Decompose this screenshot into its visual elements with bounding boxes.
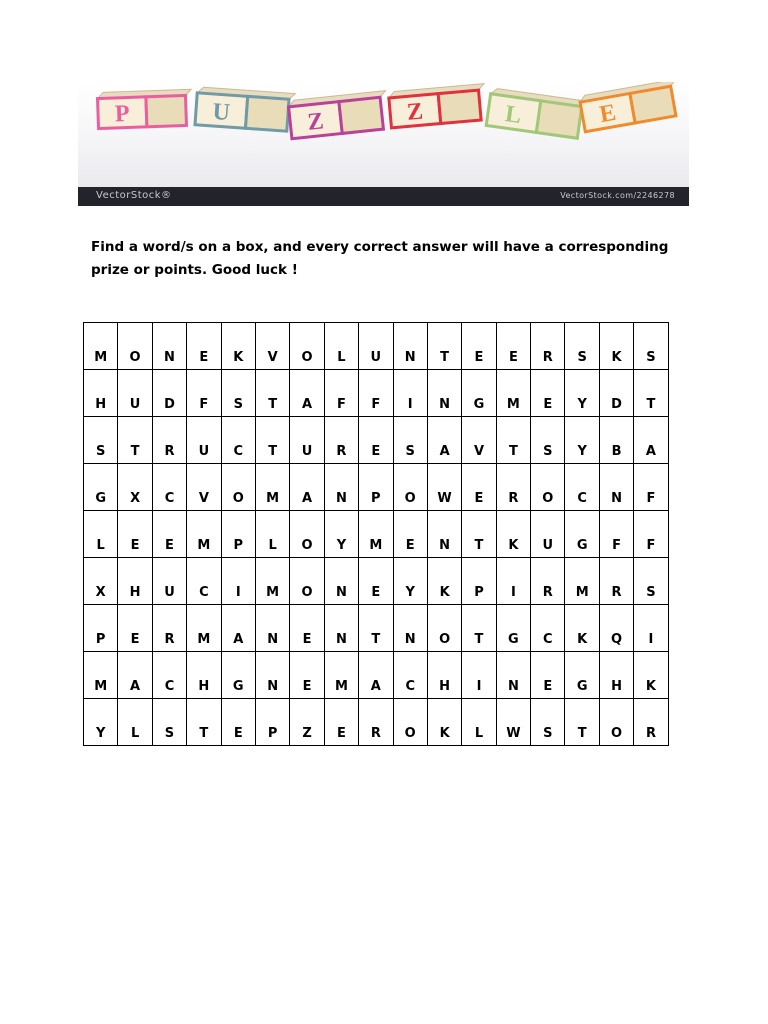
- letter-blocks: [78, 82, 689, 188]
- grid-cell[interactable]: K: [496, 511, 530, 558]
- letter-block: [388, 84, 487, 128]
- grid-cell[interactable]: M: [255, 464, 289, 511]
- grid-cell[interactable]: L: [324, 323, 358, 370]
- grid-cell[interactable]: A: [290, 464, 324, 511]
- grid-cell[interactable]: N: [324, 558, 358, 605]
- grid-row: [84, 323, 669, 370]
- grid-cell[interactable]: E: [118, 605, 152, 652]
- grid-cell[interactable]: M: [187, 605, 221, 652]
- grid-cell[interactable]: E: [496, 323, 530, 370]
- grid-cell[interactable]: O: [290, 511, 324, 558]
- grid-cell[interactable]: C: [187, 558, 221, 605]
- grid-cell[interactable]: M: [84, 323, 118, 370]
- grid-cell[interactable]: P: [255, 699, 289, 746]
- grid-cell[interactable]: E: [359, 417, 393, 464]
- grid-row: [84, 558, 669, 605]
- grid-cell[interactable]: L: [255, 511, 289, 558]
- grid-cell[interactable]: S: [634, 323, 668, 370]
- grid-cell[interactable]: T: [118, 417, 152, 464]
- grid-cell[interactable]: Y: [324, 511, 358, 558]
- grid-cell[interactable]: A: [118, 652, 152, 699]
- block-letter: Z: [306, 108, 325, 136]
- grid-row: [84, 605, 669, 652]
- grid-cell[interactable]: T: [565, 699, 599, 746]
- grid-cell[interactable]: S: [221, 370, 255, 417]
- letter-block: [97, 89, 192, 128]
- grid-cell[interactable]: X: [84, 558, 118, 605]
- grid-cell[interactable]: O: [290, 323, 324, 370]
- grid-cell[interactable]: A: [221, 605, 255, 652]
- grid-cell[interactable]: S: [634, 558, 668, 605]
- grid-cell[interactable]: E: [531, 652, 565, 699]
- grid-cell[interactable]: A: [427, 417, 461, 464]
- grid-cell[interactable]: I: [634, 605, 668, 652]
- grid-cell[interactable]: T: [187, 699, 221, 746]
- grid-row: [84, 511, 669, 558]
- letter-block: [486, 88, 588, 139]
- grid-cell[interactable]: T: [496, 417, 530, 464]
- grid-cell[interactable]: Y: [565, 370, 599, 417]
- grid-cell[interactable]: Y: [565, 417, 599, 464]
- grid-cell[interactable]: T: [359, 605, 393, 652]
- grid-cell[interactable]: G: [496, 605, 530, 652]
- grid-cell[interactable]: I: [221, 558, 255, 605]
- grid-cell[interactable]: P: [221, 511, 255, 558]
- grid-cell[interactable]: E: [462, 464, 496, 511]
- puzzle-banner: [78, 82, 689, 206]
- grid-cell[interactable]: F: [359, 370, 393, 417]
- word-search-grid: [83, 322, 669, 746]
- grid-cell[interactable]: S: [84, 417, 118, 464]
- grid-cell[interactable]: B: [599, 417, 633, 464]
- grid-cell[interactable]: P: [359, 464, 393, 511]
- grid-cell[interactable]: H: [599, 652, 633, 699]
- grid-cell[interactable]: M: [324, 652, 358, 699]
- grid-row: [84, 417, 669, 464]
- grid-cell[interactable]: R: [531, 323, 565, 370]
- grid-cell[interactable]: E: [187, 323, 221, 370]
- grid-cell[interactable]: T: [634, 370, 668, 417]
- grid-cell[interactable]: R: [599, 558, 633, 605]
- watermark-brand: VectorStock®: [96, 190, 172, 201]
- grid-cell[interactable]: M: [255, 558, 289, 605]
- grid-cell[interactable]: R: [152, 417, 186, 464]
- letter-block: [195, 87, 295, 132]
- grid-cell[interactable]: R: [152, 605, 186, 652]
- grid-cell[interactable]: Y: [393, 558, 427, 605]
- grid-cell[interactable]: E: [393, 511, 427, 558]
- grid-cell[interactable]: C: [531, 605, 565, 652]
- grid-cell[interactable]: R: [324, 417, 358, 464]
- block-letter: P: [114, 100, 131, 128]
- grid-cell[interactable]: S: [531, 417, 565, 464]
- grid-cell[interactable]: N: [324, 605, 358, 652]
- grid-cell[interactable]: N: [393, 323, 427, 370]
- grid-cell[interactable]: F: [599, 511, 633, 558]
- grid-cell[interactable]: T: [462, 511, 496, 558]
- grid-cell[interactable]: H: [84, 370, 118, 417]
- grid-cell[interactable]: K: [565, 605, 599, 652]
- grid-cell[interactable]: O: [531, 464, 565, 511]
- grid-cell[interactable]: D: [599, 370, 633, 417]
- block-letter: E: [597, 99, 619, 129]
- block-letter: L: [503, 101, 523, 130]
- grid-cell[interactable]: R: [359, 699, 393, 746]
- grid-cell[interactable]: C: [221, 417, 255, 464]
- grid-cell[interactable]: N: [255, 605, 289, 652]
- letter-block: [579, 82, 682, 132]
- grid-cell[interactable]: N: [496, 652, 530, 699]
- grid-cell[interactable]: S: [565, 323, 599, 370]
- grid-cell[interactable]: T: [255, 417, 289, 464]
- grid-cell[interactable]: G: [565, 511, 599, 558]
- grid-cell[interactable]: N: [427, 370, 461, 417]
- grid-cell[interactable]: L: [118, 699, 152, 746]
- grid-cell[interactable]: N: [393, 605, 427, 652]
- grid-cell[interactable]: A: [290, 370, 324, 417]
- grid-cell[interactable]: L: [84, 511, 118, 558]
- letter-block: [288, 91, 389, 139]
- grid-cell[interactable]: C: [152, 464, 186, 511]
- grid-cell[interactable]: E: [290, 652, 324, 699]
- grid-cell[interactable]: M: [84, 652, 118, 699]
- grid-cell[interactable]: N: [599, 464, 633, 511]
- grid-cell[interactable]: K: [634, 652, 668, 699]
- grid-cell[interactable]: F: [324, 370, 358, 417]
- grid-cell[interactable]: L: [462, 699, 496, 746]
- grid-cell[interactable]: O: [221, 464, 255, 511]
- watermark-bar: [78, 187, 689, 206]
- grid-cell[interactable]: Z: [290, 699, 324, 746]
- puzzle-blocks-image: [78, 82, 689, 188]
- grid-cell[interactable]: F: [187, 370, 221, 417]
- grid-cell[interactable]: M: [565, 558, 599, 605]
- grid-cell[interactable]: S: [152, 699, 186, 746]
- grid-cell[interactable]: U: [118, 370, 152, 417]
- grid-cell[interactable]: I: [462, 652, 496, 699]
- grid-cell[interactable]: U: [152, 558, 186, 605]
- grid-cell[interactable]: E: [221, 699, 255, 746]
- grid-cell[interactable]: I: [496, 558, 530, 605]
- grid-cell[interactable]: E: [531, 370, 565, 417]
- instructions-text: Find a word/s on a box, and every correct answer will have a corresponding prize or points. Good luck !: [91, 239, 669, 278]
- grid-cell[interactable]: P: [462, 558, 496, 605]
- watermark-url: VectorStock.com/2246278: [560, 191, 675, 200]
- grid-cell[interactable]: O: [427, 605, 461, 652]
- grid-cell[interactable]: T: [255, 370, 289, 417]
- grid-cell[interactable]: U: [531, 511, 565, 558]
- grid-cell[interactable]: E: [462, 323, 496, 370]
- grid-cell[interactable]: E: [359, 558, 393, 605]
- grid-cell[interactable]: W: [427, 464, 461, 511]
- grid-cell[interactable]: C: [393, 652, 427, 699]
- grid-cell[interactable]: O: [393, 464, 427, 511]
- grid-cell[interactable]: E: [324, 699, 358, 746]
- grid-cell[interactable]: G: [84, 464, 118, 511]
- grid-cell[interactable]: T: [427, 323, 461, 370]
- grid-cell[interactable]: K: [427, 699, 461, 746]
- grid-cell[interactable]: T: [462, 605, 496, 652]
- grid-cell[interactable]: K: [427, 558, 461, 605]
- grid-row: [84, 370, 669, 417]
- grid-cell[interactable]: W: [496, 699, 530, 746]
- grid-cell[interactable]: V: [462, 417, 496, 464]
- grid-cell[interactable]: O: [393, 699, 427, 746]
- grid-cell[interactable]: A: [359, 652, 393, 699]
- grid-cell[interactable]: M: [359, 511, 393, 558]
- grid-cell[interactable]: S: [531, 699, 565, 746]
- grid-cell[interactable]: K: [599, 323, 633, 370]
- grid-cell[interactable]: X: [118, 464, 152, 511]
- grid-cell[interactable]: H: [427, 652, 461, 699]
- grid-cell[interactable]: N: [427, 511, 461, 558]
- grid-cell[interactable]: F: [634, 464, 668, 511]
- grid-cell[interactable]: E: [152, 511, 186, 558]
- grid-cell[interactable]: U: [359, 323, 393, 370]
- grid-cell[interactable]: G: [565, 652, 599, 699]
- grid-cell[interactable]: I: [393, 370, 427, 417]
- grid-cell[interactable]: C: [152, 652, 186, 699]
- grid-cell[interactable]: M: [496, 370, 530, 417]
- grid-cell[interactable]: F: [634, 511, 668, 558]
- grid-row: [84, 699, 669, 746]
- grid-cell[interactable]: R: [531, 558, 565, 605]
- grid-cell[interactable]: D: [152, 370, 186, 417]
- grid-cell[interactable]: G: [221, 652, 255, 699]
- grid-cell[interactable]: V: [187, 464, 221, 511]
- grid-cell[interactable]: K: [221, 323, 255, 370]
- grid-cell[interactable]: N: [324, 464, 358, 511]
- grid-row: [84, 652, 669, 699]
- grid-cell[interactable]: Q: [599, 605, 633, 652]
- grid-cell[interactable]: R: [496, 464, 530, 511]
- block-letter: Z: [405, 98, 425, 126]
- grid-cell[interactable]: C: [565, 464, 599, 511]
- grid-cell[interactable]: E: [290, 605, 324, 652]
- grid-cell[interactable]: M: [187, 511, 221, 558]
- grid-cell[interactable]: Y: [84, 699, 118, 746]
- grid-cell[interactable]: N: [255, 652, 289, 699]
- grid-cell[interactable]: R: [634, 699, 668, 746]
- grid-cell[interactable]: S: [393, 417, 427, 464]
- grid-cell[interactable]: U: [187, 417, 221, 464]
- grid-cell[interactable]: H: [118, 558, 152, 605]
- grid-row: [84, 464, 669, 511]
- grid-cell[interactable]: E: [118, 511, 152, 558]
- grid-cell[interactable]: G: [462, 370, 496, 417]
- grid-cell[interactable]: U: [290, 417, 324, 464]
- grid-cell[interactable]: A: [634, 417, 668, 464]
- grid-cell[interactable]: O: [599, 699, 633, 746]
- grid-cell[interactable]: N: [152, 323, 186, 370]
- block-letter: U: [211, 98, 231, 127]
- grid-cell[interactable]: H: [187, 652, 221, 699]
- grid-cell[interactable]: O: [290, 558, 324, 605]
- grid-cell[interactable]: O: [118, 323, 152, 370]
- grid-cell[interactable]: P: [84, 605, 118, 652]
- grid-cell[interactable]: V: [255, 323, 289, 370]
